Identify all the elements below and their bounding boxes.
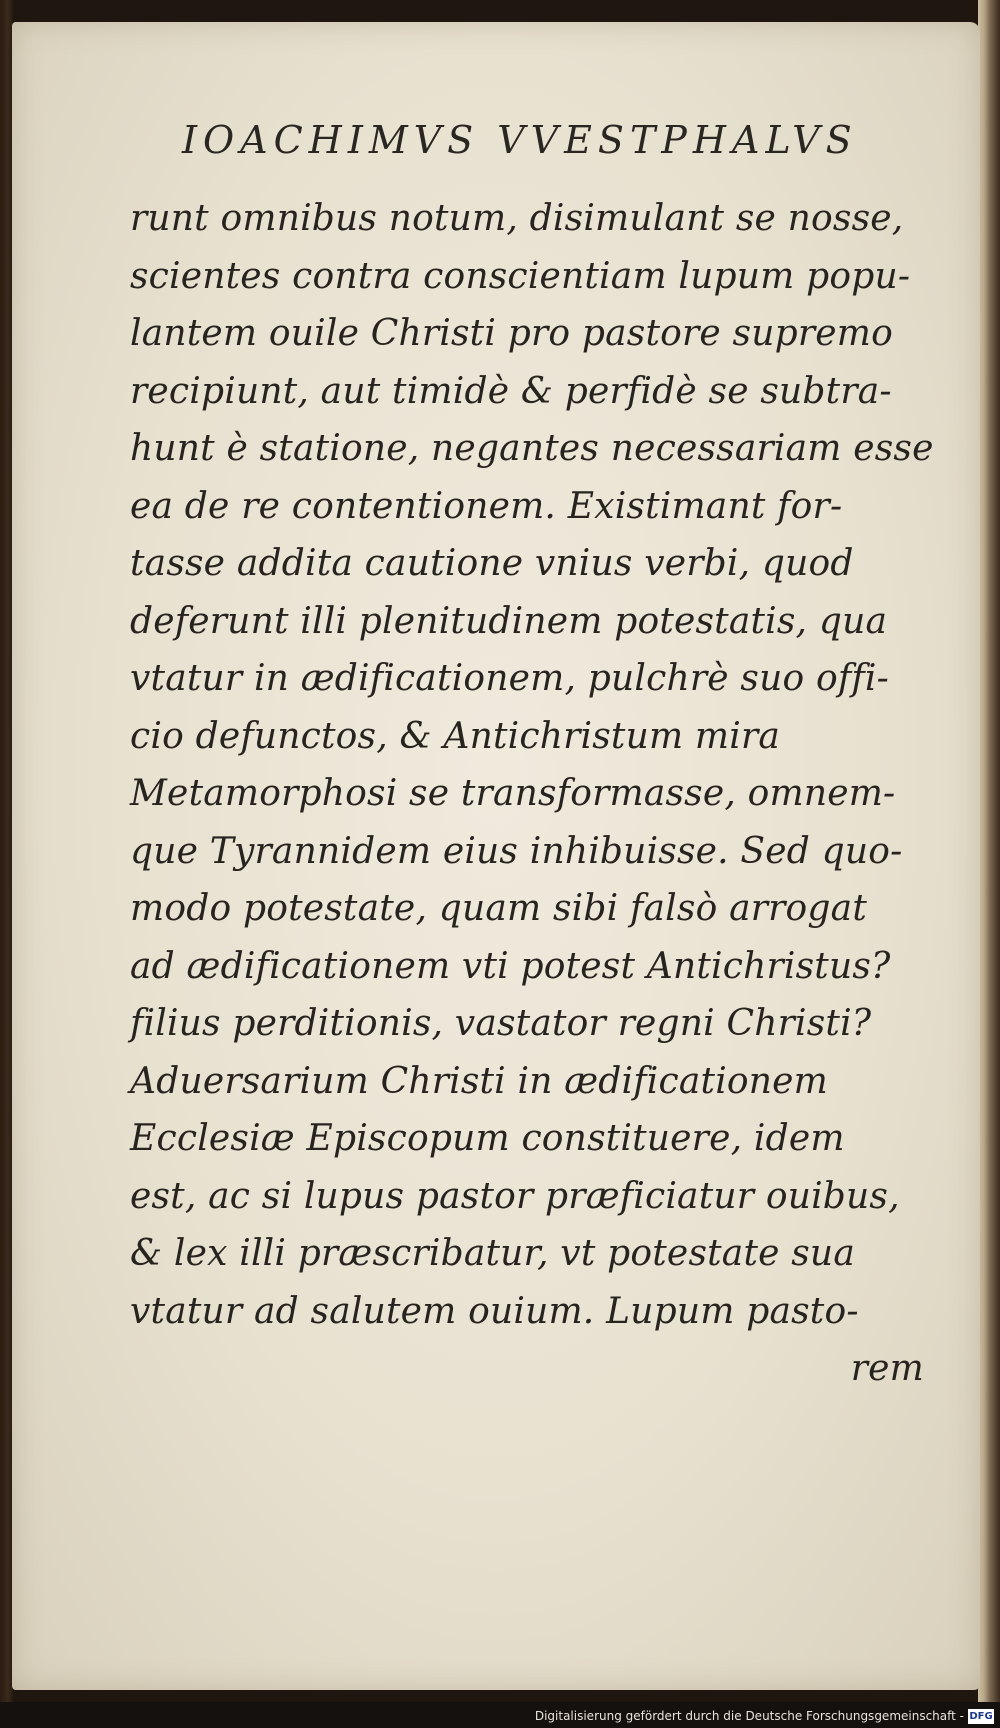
text-line: filius perditionis, vastator regni Christi?	[130, 1003, 872, 1044]
text-line: que Tyrannidem eius inhibuisse. Sed quo-	[130, 830, 903, 872]
text-line: vtatur in ædificationem, pulchrè suo offi-	[130, 658, 889, 699]
book-fore-edge	[978, 0, 1000, 1710]
catchword: rem	[850, 1348, 924, 1389]
funding-credit: Digitalisierung gefördert durch die Deutsche Forschungsgemeinschaft -	[534, 1709, 964, 1723]
text-line: & lex illi præscribatur, vt potestate sua	[130, 1233, 855, 1274]
text-line: deferunt illi plenitudinem potestatis, qua	[130, 600, 888, 642]
text-line: est, ac si lupus pastor præficiatur ouibus,	[130, 1175, 900, 1217]
book-page	[12, 22, 980, 1690]
text-line: ad ædificationem vti potest Antichristus?	[130, 945, 891, 987]
text-line: Aduersarium Christi in ædificationem	[130, 1060, 829, 1102]
text-line: hunt è statione, negantes necessariam esse	[130, 428, 934, 469]
text-line: Metamorphosi se transformasse, omnem-	[130, 773, 896, 814]
dfg-logo: DFG	[969, 1711, 993, 1722]
text-line: cio defunctos, & Antichristum mira	[130, 715, 781, 757]
text-line: recipiunt, aut timidè & perfidè se subtra-	[130, 370, 892, 412]
text-line: Ecclesiæ Episcopum constituere, idem	[130, 1118, 845, 1159]
digitization-footer	[0, 1702, 1000, 1728]
text-line: runt omnibus notum, disimulant se nosse,	[130, 198, 904, 239]
text-line: tasse addita cautione vnius verbi, quod	[130, 543, 854, 584]
text-line: modo potestate, quam sibi falsò arrogat	[130, 888, 868, 929]
running-head: IOACHIMVS VVESTPHALVS	[182, 118, 858, 162]
body-text	[130, 190, 934, 1398]
text-line: vtatur ad salutem ouium. Lupum pasto-	[130, 1290, 859, 1332]
text-line: lantem ouile Christi pro pastore supremo	[130, 313, 893, 354]
text-line: scientes contra conscientiam lupum popu-	[130, 255, 911, 297]
text-line: ea de re contentionem. Existimant for-	[130, 485, 843, 527]
